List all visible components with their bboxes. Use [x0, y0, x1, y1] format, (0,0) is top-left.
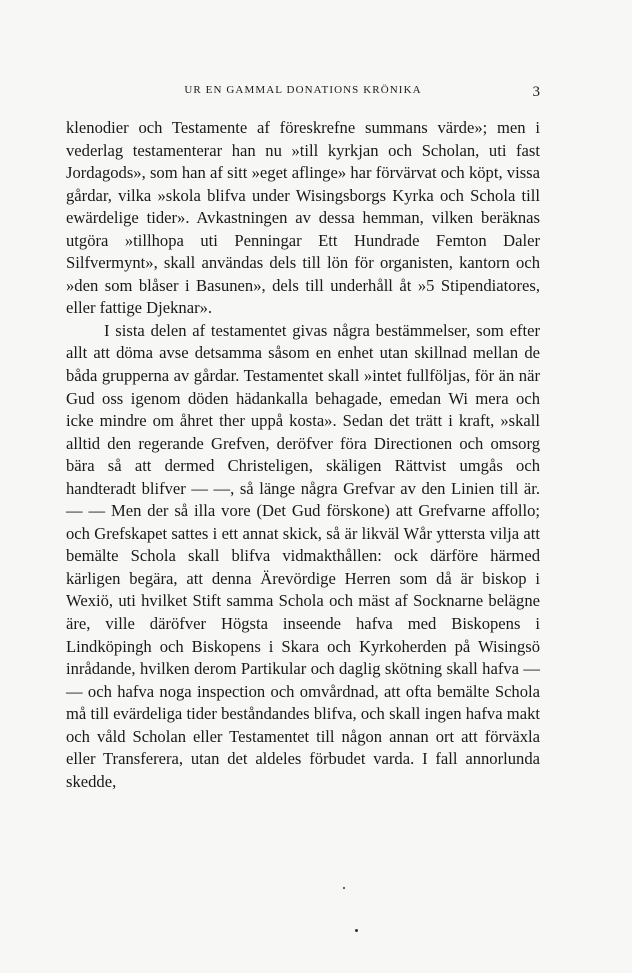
page-number: 3	[532, 84, 540, 100]
ink-speck	[343, 887, 345, 889]
running-title: UR EN GAMMAL DONATIONS KRÖNIKA	[184, 84, 422, 96]
paragraph-1: klenodier och Testamente af föreskrefne summans värde»; men i vederlag testamenterar han nu »till kyrkjan och Scholan, uti fast Jordagods», som han af sitt »eget aflinge» har förvärvat och köpt, vissa gårdar, vilka »skola blifva under Wisingsborgs Kyrka och Schola till ewärdelige tider». Avkastningen av dessa hemman, vilken beräknas utgöra »tillhopa uti Penningar Ett Hundrade Femton Daler Silfvermynt», skall användas dels till lön för organisten, kantorn och »den som blåser i Basunen», dels till underhåll åt »5 Stipendiatores, eller fattige Djeknar».	[66, 118, 540, 318]
ink-speck	[355, 929, 358, 932]
body-text	[66, 117, 540, 793]
running-head	[66, 80, 540, 100]
paragraph-2: I sista delen af testamentet givas några bestämmelser, som efter allt att döma avse detsamma såsom en enhet utan skillnad mellan de båda grupperna av gårdar. Testamentet skall »intet fullföljas, för än när Gud oss igenom döden hädankalla behagade, emedan Wi mera och icke mindre om åhret ther uppå kosta». Sedan det trätt i kraft, »skall alltid den regerande Grefven, deröfver föra Directionen och omsorg bära så att dermed Christeligen, skäligen Rättvist umgås och handteradt blifver — —, så länge några Grefvar av den Linien till är. — — Men der så illa vore (Det Gud förskone) att Grefvarne affollo; och Grefskapet sattes i ett annat skick, så är likväl Wår yttersta vilja att bemälte Schola skall blifva vidmakthållen: ock därföre härmed kärligen begära, att denna Ärevördige Herren som då är biskop i Wexiö, uti hvilket Stift samma Schola och mäst af Socknarne belägne äre, ville däröfver Högsta inseende hafva med Biskopens i Lindköpingh och Biskopens i Skara och Kyrkoherden på Wisingsö inrådande, hvilken derom Partikular och daglig skötning skall hafva — — och hafva noga inspection och omvårdnad, att ofta bemälte Schola må till evärdeliga tider beståndandes blifva, och skall ingen hafva makt och våld Scholan eller Testamentet till någon annan ort att förväxla eller Transferera, utan det aldeles förbudet varda. I fall annorlunda skedde,	[66, 320, 540, 791]
